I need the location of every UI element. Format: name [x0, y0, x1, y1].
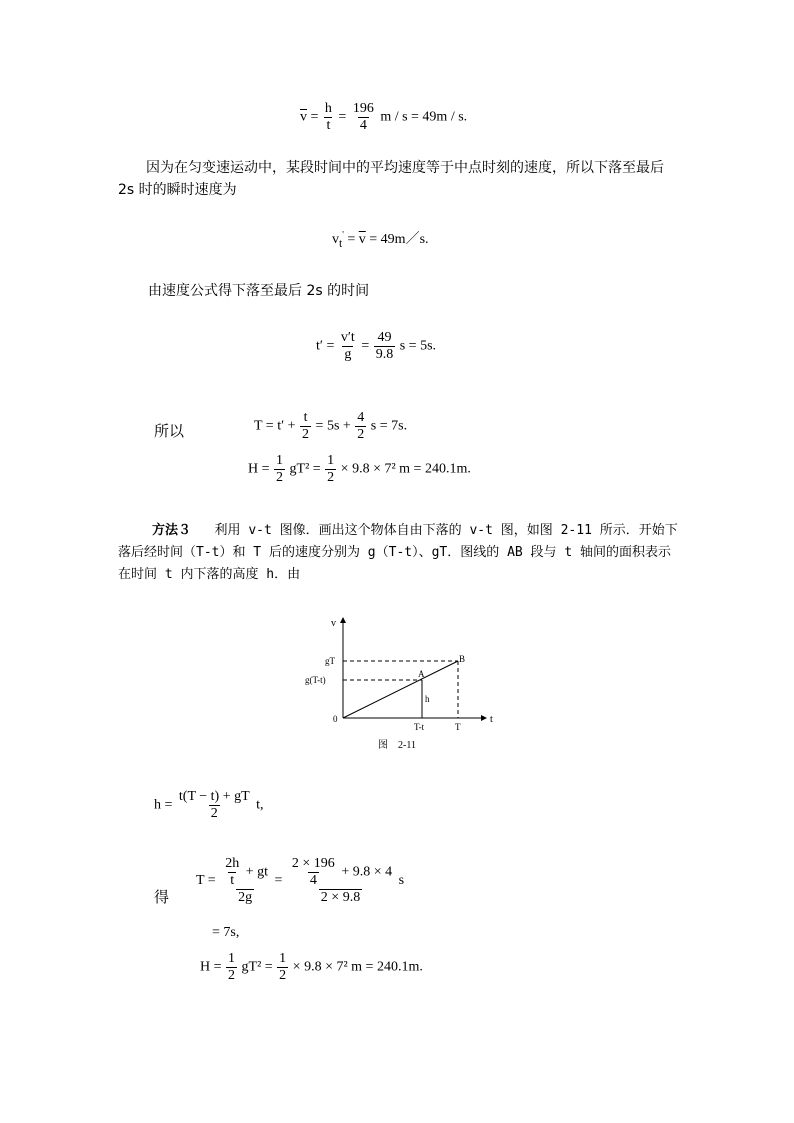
denominator: 2	[279, 968, 287, 983]
label-h: h	[425, 694, 430, 704]
equation-rest: × 9.8 × 7² m = 240.1m.	[292, 959, 423, 975]
numerator	[287, 856, 394, 889]
fraction-area	[177, 789, 252, 822]
denominator: 2 × 9.8	[320, 890, 361, 905]
numerator: t(T − t) + gT	[178, 789, 250, 804]
equation-rest: s = 7s.	[370, 418, 408, 434]
numerator: 4	[357, 410, 365, 425]
equation-instant-velocity	[332, 228, 429, 250]
equals: =	[274, 873, 283, 889]
prime: '	[342, 229, 344, 240]
compound-fraction-b	[287, 856, 394, 906]
numerator: 196	[352, 101, 374, 116]
vt-graph	[300, 612, 500, 757]
paragraph-midpoint-velocity: 因为在匀变速运动中，某段时间中的平均速度等于中点时刻的速度，所以下落至最后2s 时的瞬时速度为	[118, 160, 664, 198]
denominator: 4	[359, 118, 367, 133]
equation-total-time	[254, 410, 407, 443]
unit: s	[398, 873, 405, 889]
lhs: h =	[154, 797, 173, 813]
label-A: A	[418, 669, 425, 679]
line-ob	[343, 661, 458, 718]
equals: =	[310, 109, 319, 125]
fraction-1-2	[274, 453, 285, 486]
equation-height-1	[248, 453, 471, 486]
denominator: 2	[302, 427, 310, 442]
denominator: t	[230, 873, 235, 888]
denominator: 2	[357, 427, 365, 442]
fraction-4-2	[355, 410, 366, 443]
label-t: t	[490, 714, 493, 725]
label-B: B	[459, 654, 466, 664]
denominator: g	[344, 347, 352, 362]
numerator: h	[324, 101, 332, 116]
label-gTt: g(T-t)	[305, 675, 326, 685]
v-bar: $\overline{v}$	[358, 232, 366, 247]
fraction-196-4	[351, 101, 376, 134]
equation-rest: = 49m／s.	[369, 232, 429, 247]
lhs: H =	[248, 461, 270, 477]
fraction-t-2	[300, 410, 311, 443]
method3-paragraph	[118, 520, 678, 586]
fraction-49-9.8	[374, 330, 396, 363]
fraction-2h-t	[223, 856, 241, 889]
de-label: 得	[154, 888, 170, 906]
lhs: T = t′ +	[254, 418, 296, 434]
lhs: T =	[196, 873, 216, 889]
equation-T-equals-7: = 7s,	[212, 925, 240, 940]
label-v: v	[331, 618, 336, 629]
denominator: 2	[228, 968, 236, 983]
equals: =	[347, 232, 356, 247]
equation-average-velocity	[300, 101, 467, 134]
subscript: t	[339, 236, 343, 250]
numerator	[220, 856, 270, 889]
denominator: 2	[327, 470, 335, 485]
compound-fraction-a	[220, 856, 270, 906]
fraction-1-2	[277, 951, 288, 984]
numerator: 1	[276, 453, 284, 468]
numerator: 1	[327, 453, 335, 468]
label-Tt: T-t	[414, 722, 425, 732]
method3-title: 方法３	[152, 523, 192, 538]
paragraph-velocity-formula: 由速度公式得下落至最后 2s 的时间	[148, 283, 370, 299]
denominator: t	[326, 118, 331, 133]
method3-text: 利用 v-t 图像．画出这个物体自由下落的 v-t 图，如图 2-11 所示．开始下落后经时间（T-t）和 T 后的速度分别为 g（T-t）、gT．图线的 AB 段与 t 轴间的面积表示在时间 t 内下落的高度 h．由	[118, 523, 678, 582]
plus-term: + gt	[245, 864, 268, 880]
label-gT: gT	[325, 656, 335, 666]
fraction-h-t	[323, 101, 334, 134]
equation-rest: × 9.8 × 7² m = 240.1m.	[340, 461, 471, 477]
numerator: 1	[228, 951, 236, 966]
label-origin: 0	[333, 714, 338, 724]
equation-T-solution	[196, 856, 404, 906]
equation-h	[154, 789, 264, 822]
equation-rest: s = 5s.	[399, 338, 437, 354]
middle: gT² =	[289, 461, 321, 477]
fraction-vt-g	[339, 330, 357, 363]
figure-2-11	[300, 612, 500, 757]
middle: = 5s +	[315, 418, 351, 434]
numerator: t	[303, 410, 308, 425]
label-T: T	[455, 722, 461, 732]
plus-term: + 9.8 × 4	[341, 864, 393, 880]
figure-caption: 图 2-11	[378, 740, 416, 751]
fraction-2x196-4	[290, 856, 337, 889]
numerator: 1	[279, 951, 287, 966]
so-label: 所以	[154, 422, 185, 440]
denominator: 2g	[238, 890, 253, 905]
denominator: 2	[210, 806, 218, 821]
numerator: 2 × 196	[291, 856, 335, 871]
v-bar: $\overline{v}$	[300, 109, 307, 125]
equation-rest: m / s = 49m / s.	[380, 109, 468, 125]
middle: gT² =	[241, 959, 273, 975]
numerator: 2h	[225, 856, 240, 871]
equation-time-t-prime	[316, 330, 436, 363]
numerator: v′t	[340, 330, 355, 345]
equals: =	[338, 109, 347, 125]
lhs: H =	[200, 959, 222, 975]
v-symbol: v	[332, 232, 339, 247]
fraction-1-2	[325, 453, 336, 486]
denominator: 2	[276, 470, 284, 485]
denominator: 4	[309, 873, 317, 888]
equals: =	[361, 338, 370, 354]
lhs: t′ =	[316, 338, 335, 354]
denominator: 9.8	[375, 347, 394, 362]
equation-height-2	[200, 951, 423, 984]
equation-rest: t,	[256, 797, 264, 813]
fraction-1-2	[226, 951, 237, 984]
numerator: 49	[377, 330, 392, 345]
